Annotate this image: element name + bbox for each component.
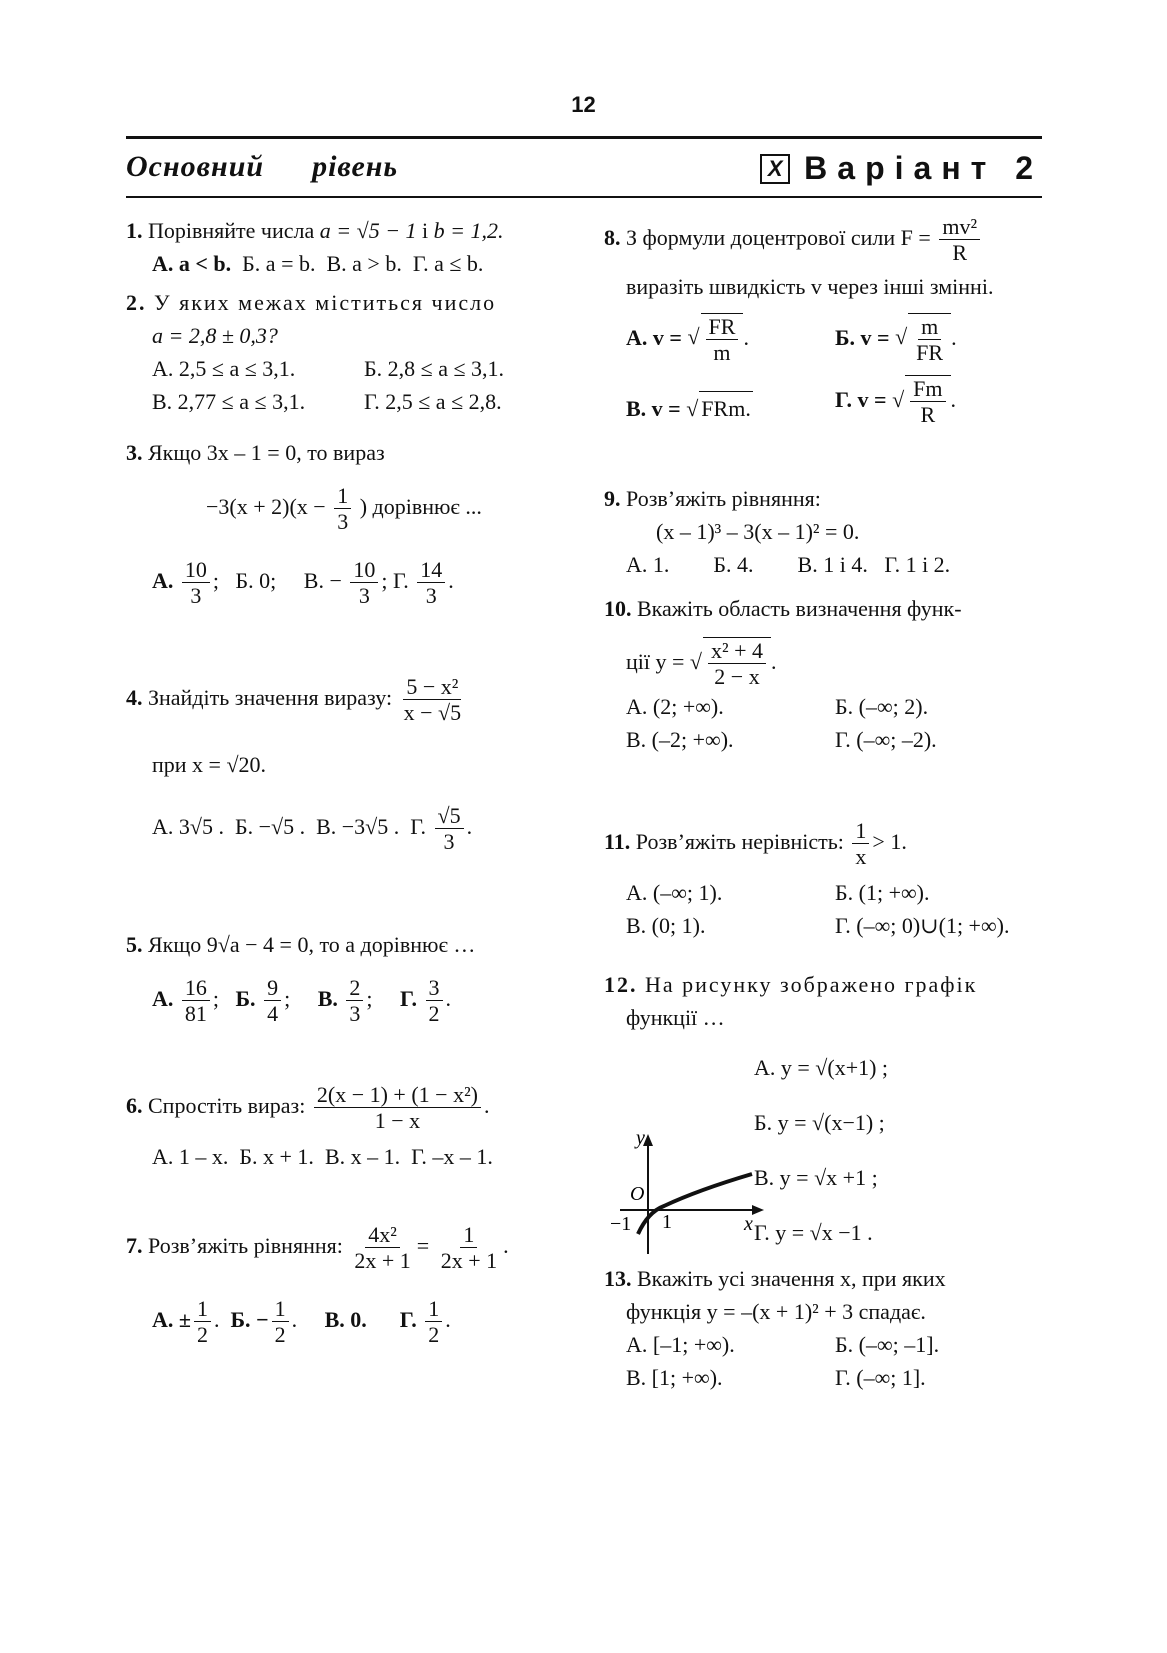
- question-9: 9. Розв’яжіть рівняння: (x – 1)³ – 3(x – 1)² = 0. А. 1. Б. 4. В. 1 і 4. Г. 1 і 2.: [604, 486, 951, 577]
- page-number: 12: [571, 92, 596, 117]
- graph-origin-label: O: [630, 1183, 645, 1205]
- fraction: $\frac{1}{3}$: [334, 483, 351, 535]
- question-8: 8. З формули доцентрової сили F = $\frac{\text{mv²}}{R}$ виразіть швидкість v через інші змінні. А. v = √ $\frac{FR}{m}$ . Б. v = √ $\frac{m}{FR}$ . В. v = √ FRm. Г. v = √ $\frac{Fm}{R}$ .: [604, 214, 1044, 428]
- question-7: 7. Розв’яжіть рівняння: $\frac{\text{4x²}}{2x + 1}$ = $\frac{1}{2x + 1}$ . А. ± $\frac{1}{2}$ . Б. − $\frac{1}{2}$ . В. 0. Г. $\frac{1}{2}$ .: [126, 1222, 509, 1347]
- question-1: 1. Порівняйте числа a = √5 − 1 і b = 1,2. А. a < b. Б. a = b. В. a > b. Г. a ≤ b.: [126, 218, 504, 276]
- question-10: 10. Вкажіть область визначення функ- ції y = √ $\frac{\text{x² + 4}}{2 - x}$ . А. (2; +∞). Б. (–∞; 2). В. (–2; +∞). Г. (–∞; –2).: [604, 592, 1044, 756]
- graph-curve: [638, 1174, 752, 1234]
- question-13: 13. Вкажіть усі значення x, при яких функція y = –(x + 1)² + 3 спадає. А. [–1; +∞). Б. (–∞; –1]. В. [1; +∞). Г. (–∞; 1].: [604, 1266, 946, 1390]
- graph-x-label: x: [744, 1213, 753, 1235]
- header-rule-top: [126, 136, 1042, 139]
- checkbox-icon: X: [760, 154, 790, 184]
- question-3: 3. Якщо 3x – 1 = 0, то вираз −3(x + 2)(x − $\frac{1}{3}$ ) дорівнює ... А. $\frac{10}{3}$ ; Б. 0; В. − $\frac{10}{3}$ ; Г. $\frac{14}{3}$ .: [126, 440, 482, 608]
- header-rule-bottom: [126, 196, 1042, 198]
- question-6: 6. Спростіть вираз: $\frac{\text{2(x − 1) + (1 − x²)}}{1 - x}$ . А. 1 – x. Б. x + 1. В. x – 1. Г. –x – 1.: [126, 1082, 493, 1169]
- graph-tick-neg: −1: [610, 1213, 632, 1235]
- graph-y-label: y: [636, 1130, 645, 1149]
- question-5: 5. Якщо 9√a − 4 = 0, то a дорівнює … А. $\frac{16}{81}$ ; Б. $\frac{9}{4}$ ; В. $\frac{2}{3}$ ; Г. $\frac{3}{2}$ .: [126, 932, 476, 1027]
- question-4: 4. Знайдіть значення виразу: $\frac{\text{5 − x²}}{x - √5}$ при x = √20. А. 3√5 . Б. −√5 . В. −3√5 . Г. $\frac{√5}{3}$ .: [126, 674, 473, 854]
- x-axis-arrow-icon: [752, 1205, 764, 1215]
- graph-tick-pos: 1: [662, 1211, 672, 1233]
- function-graph: [608, 1130, 768, 1260]
- question-12: 12. На рисунку зображено графік функції … А. y = √(x+1) ; Б. y = √(x−1) ; В. y = √x +1 ; Г. y = √x −1 .: [604, 972, 978, 1245]
- level-title: Основний рівень: [126, 150, 399, 183]
- question-2: 2. У яких межах міститься число a = 2,8 ± 0,3? А. 2,5 ≤ a ≤ 3,1. Б. 2,8 ≤ a ≤ 3,1. В. 2,77 ≤ a ≤ 3,1. Г. 2,5 ≤ a ≤ 2,8.: [126, 290, 505, 414]
- variant-title: X Варіант 2: [760, 150, 1043, 187]
- question-11: 11. Розв’яжіть нерівність: $\frac{1}{x}$ > 1. А. (–∞; 1). Б. (1; +∞). В. (0; 1). Г. (–∞; 0)∪(1; +∞).: [604, 818, 1010, 938]
